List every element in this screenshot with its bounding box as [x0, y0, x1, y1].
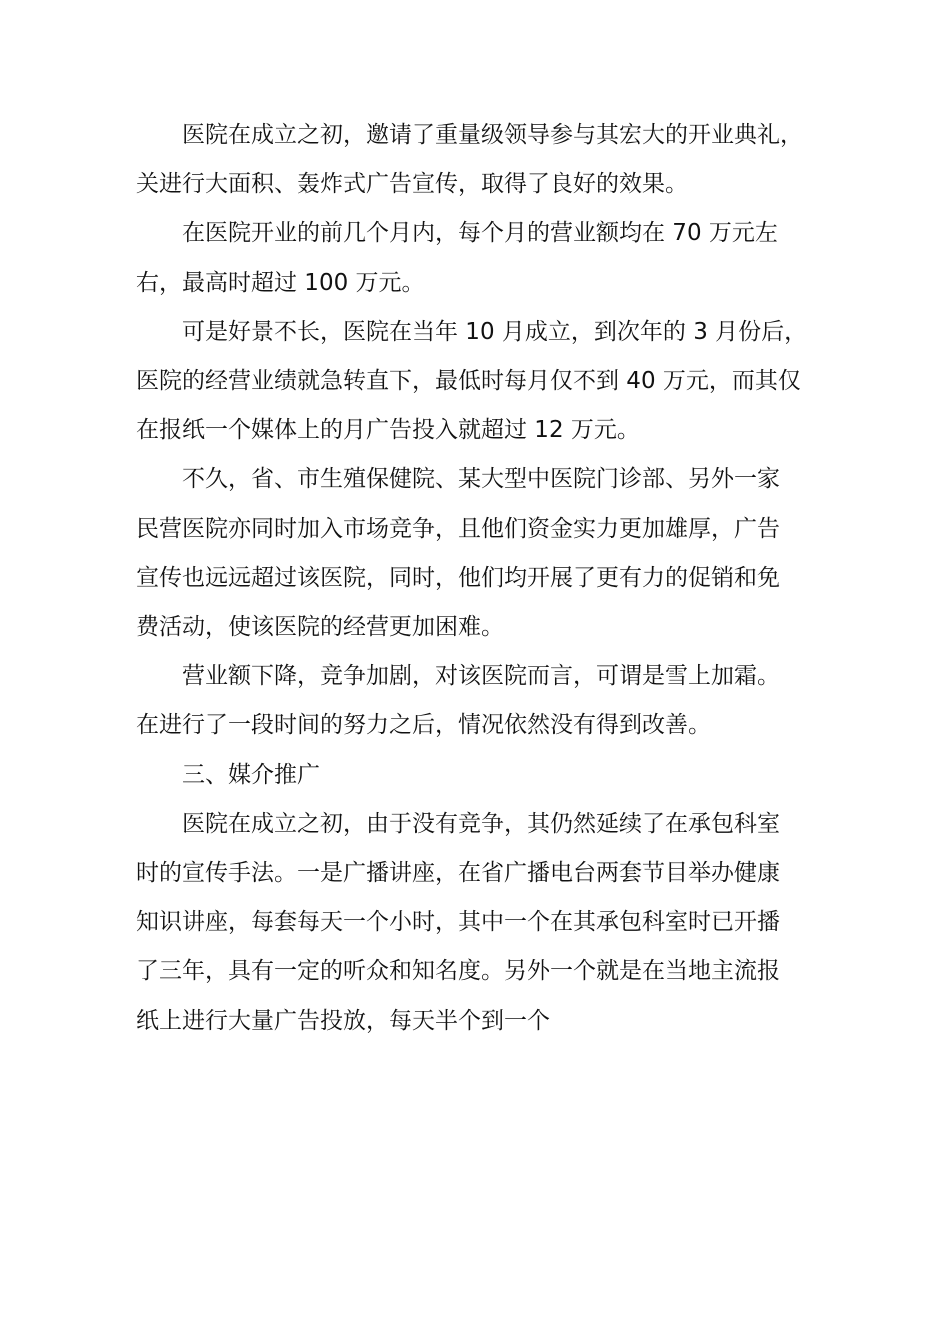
- text-line: 了三年，具有一定的听众和知名度。另外一个就是在当地主流报: [136, 958, 780, 985]
- paragraph-media-methods: [136, 800, 831, 1046]
- text-line: 费活动，使该医院的经营更加困难。: [136, 614, 504, 641]
- paragraph-competition: [136, 455, 831, 652]
- paragraph-decline: [136, 308, 831, 456]
- text-line: 关进行大面积、轰炸式广告宣传，取得了良好的效果。: [136, 171, 688, 198]
- paragraph-early-revenue: [136, 209, 831, 307]
- text-line: 纸上进行大量广告投放，每天半个到一个: [136, 1007, 550, 1034]
- text-line: 在报纸一个媒体上的月广告投入就超过 12 万元。: [136, 417, 640, 444]
- text-line: 不久，省、市生殖保健院、某大型中医院门诊部、另外一家: [182, 466, 780, 493]
- section-heading-media-promotion: [136, 751, 831, 800]
- text-line: 知识讲座，每套每天一个小时，其中一个在其承包科室时已开播: [136, 909, 780, 936]
- section-heading: 三、媒介推广: [182, 761, 320, 788]
- text-line: 在进行了一段时间的努力之后，情况依然没有得到改善。: [136, 712, 711, 739]
- text-line: 可是好景不长，医院在当年 10 月成立，到次年的 3 月份后，: [182, 318, 808, 345]
- text-line: 右，最高时超过 100 万元。: [136, 269, 425, 296]
- document-body: [136, 111, 831, 1046]
- text-line: 宣传也远远超过该医院，同时，他们均开展了更有力的促销和免: [136, 564, 780, 591]
- paragraph-worsening: [136, 652, 831, 750]
- text-line: 医院的经营业绩就急转直下，最低时每月仅不到 40 万元，而其仅: [136, 368, 801, 395]
- text-line: 时的宣传手法。一是广播讲座，在省广播电台两套节目举办健康: [136, 860, 780, 887]
- text-line: 医院在成立之初，邀请了重量级领导参与其宏大的开业典礼，: [182, 122, 803, 148]
- paragraph-opening-ceremony: [136, 111, 831, 209]
- text-line: 在医院开业的前几个月内，每个月的营业额均在 70 万元左: [182, 220, 778, 247]
- text-line: 医院在成立之初，由于没有竞争，其仍然延续了在承包科室: [182, 810, 780, 837]
- text-line: 民营医院亦同时加入市场竞争，且他们资金实力更加雄厚，广告: [136, 515, 780, 542]
- text-line: 营业额下降，竞争加剧，对该医院而言，可谓是雪上加霜。: [182, 663, 780, 690]
